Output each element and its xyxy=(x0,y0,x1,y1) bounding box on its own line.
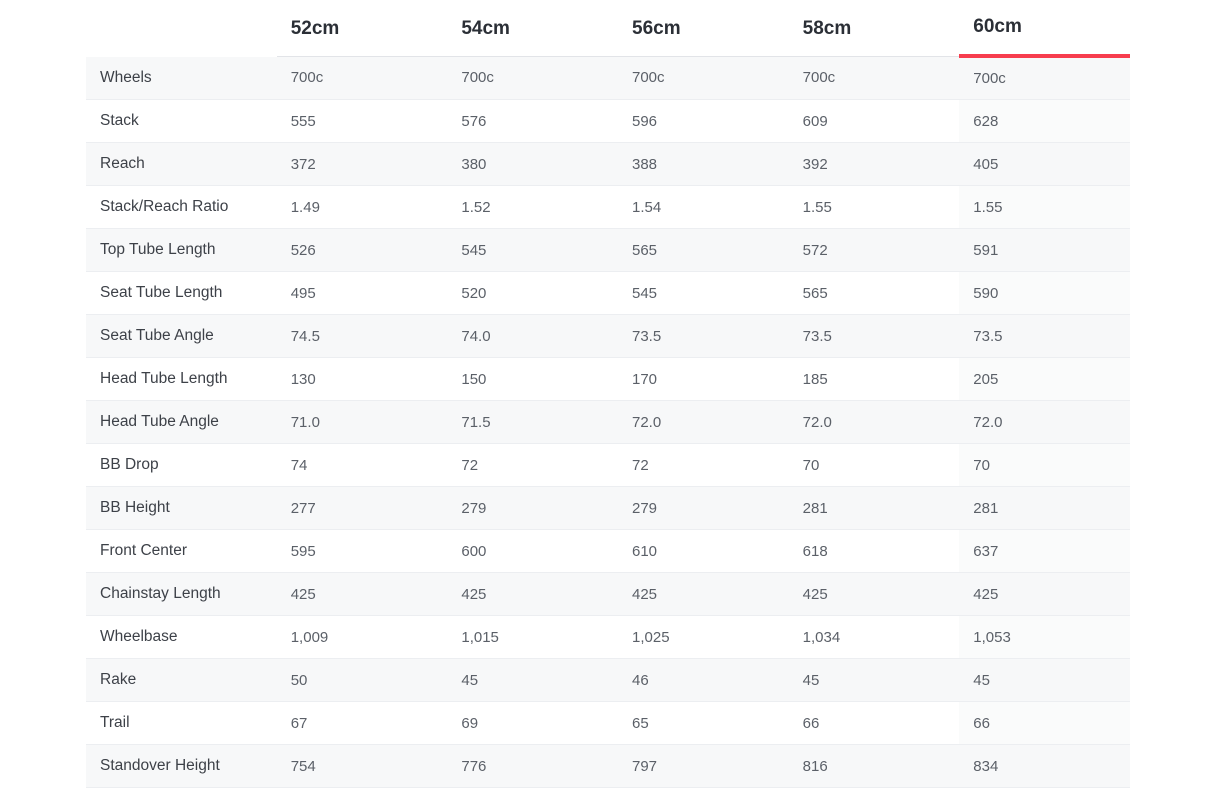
cell-60cm: 425 xyxy=(959,573,1130,616)
column-header-56cm[interactable]: 56cm xyxy=(618,0,789,56)
table-row xyxy=(86,616,1130,659)
cell-58cm: 281 xyxy=(789,487,960,530)
cell-52cm: 754 xyxy=(277,745,448,788)
cell-54cm: 150 xyxy=(447,358,618,401)
cell-52cm: 425 xyxy=(277,573,448,616)
cell-58cm: 73.5 xyxy=(789,315,960,358)
cell-60cm: 45 xyxy=(959,659,1130,702)
cell-60cm: 590 xyxy=(959,272,1130,315)
cell-60cm: 205 xyxy=(959,358,1130,401)
cell-54cm: 279 xyxy=(447,487,618,530)
table-row xyxy=(86,487,1130,530)
cell-52cm: 130 xyxy=(277,358,448,401)
cell-58cm: 572 xyxy=(789,229,960,272)
cell-60cm: 66 xyxy=(959,702,1130,745)
cell-58cm: 185 xyxy=(789,358,960,401)
table-row xyxy=(86,745,1130,788)
table-row xyxy=(86,444,1130,487)
cell-54cm: 600 xyxy=(447,530,618,573)
cell-54cm: 72 xyxy=(447,444,618,487)
row-label: Seat Tube Length xyxy=(86,272,277,315)
cell-58cm: 700c xyxy=(789,56,960,100)
cell-58cm: 1.55 xyxy=(789,186,960,229)
cell-58cm: 609 xyxy=(789,100,960,143)
table-row xyxy=(86,143,1130,186)
cell-52cm: 74 xyxy=(277,444,448,487)
table-corner-cell xyxy=(86,0,277,56)
cell-54cm: 425 xyxy=(447,573,618,616)
cell-52cm: 700c xyxy=(277,56,448,100)
cell-52cm: 71.0 xyxy=(277,401,448,444)
cell-58cm: 70 xyxy=(789,444,960,487)
row-label: Stack/Reach Ratio xyxy=(86,186,277,229)
cell-52cm: 67 xyxy=(277,702,448,745)
cell-56cm: 388 xyxy=(618,143,789,186)
cell-60cm: 628 xyxy=(959,100,1130,143)
cell-54cm: 520 xyxy=(447,272,618,315)
cell-56cm: 72 xyxy=(618,444,789,487)
cell-60cm: 1.55 xyxy=(959,186,1130,229)
cell-54cm: 545 xyxy=(447,229,618,272)
cell-60cm: 700c xyxy=(959,56,1130,100)
cell-60cm: 281 xyxy=(959,487,1130,530)
cell-56cm: 425 xyxy=(618,573,789,616)
cell-54cm: 1,015 xyxy=(447,616,618,659)
cell-52cm: 495 xyxy=(277,272,448,315)
cell-58cm: 1,034 xyxy=(789,616,960,659)
column-header-60cm[interactable]: 60cm xyxy=(959,0,1130,56)
cell-56cm: 279 xyxy=(618,487,789,530)
cell-54cm: 74.0 xyxy=(447,315,618,358)
cell-54cm: 776 xyxy=(447,745,618,788)
cell-52cm: 1,009 xyxy=(277,616,448,659)
cell-54cm: 576 xyxy=(447,100,618,143)
cell-54cm: 45 xyxy=(447,659,618,702)
cell-56cm: 610 xyxy=(618,530,789,573)
cell-58cm: 425 xyxy=(789,573,960,616)
cell-52cm: 526 xyxy=(277,229,448,272)
row-label: Stack xyxy=(86,100,277,143)
table-row xyxy=(86,56,1130,100)
cell-54cm: 700c xyxy=(447,56,618,100)
table-row xyxy=(86,186,1130,229)
row-label: Top Tube Length xyxy=(86,229,277,272)
cell-56cm: 65 xyxy=(618,702,789,745)
table-row xyxy=(86,401,1130,444)
row-label: Standover Height xyxy=(86,745,277,788)
cell-60cm: 637 xyxy=(959,530,1130,573)
cell-58cm: 618 xyxy=(789,530,960,573)
table-body xyxy=(86,56,1130,788)
table-row xyxy=(86,272,1130,315)
cell-56cm: 72.0 xyxy=(618,401,789,444)
row-label: BB Height xyxy=(86,487,277,530)
cell-52cm: 1.49 xyxy=(277,186,448,229)
table-row xyxy=(86,530,1130,573)
table-row xyxy=(86,573,1130,616)
cell-56cm: 596 xyxy=(618,100,789,143)
cell-56cm: 73.5 xyxy=(618,315,789,358)
cell-56cm: 545 xyxy=(618,272,789,315)
cell-56cm: 170 xyxy=(618,358,789,401)
cell-52cm: 50 xyxy=(277,659,448,702)
cell-56cm: 1.54 xyxy=(618,186,789,229)
table-header xyxy=(86,0,1130,56)
cell-56cm: 1,025 xyxy=(618,616,789,659)
cell-58cm: 565 xyxy=(789,272,960,315)
cell-52cm: 555 xyxy=(277,100,448,143)
cell-52cm: 595 xyxy=(277,530,448,573)
cell-56cm: 46 xyxy=(618,659,789,702)
cell-58cm: 45 xyxy=(789,659,960,702)
header-row xyxy=(86,0,1130,56)
row-label: Rake xyxy=(86,659,277,702)
table-row xyxy=(86,229,1130,272)
geometry-table xyxy=(86,0,1130,788)
cell-60cm: 1,053 xyxy=(959,616,1130,659)
cell-60cm: 591 xyxy=(959,229,1130,272)
cell-52cm: 277 xyxy=(277,487,448,530)
cell-58cm: 66 xyxy=(789,702,960,745)
column-header-58cm[interactable]: 58cm xyxy=(789,0,960,56)
column-header-52cm[interactable]: 52cm xyxy=(277,0,448,56)
column-header-54cm[interactable]: 54cm xyxy=(447,0,618,56)
row-label: Trail xyxy=(86,702,277,745)
cell-54cm: 69 xyxy=(447,702,618,745)
cell-60cm: 834 xyxy=(959,745,1130,788)
row-label: Front Center xyxy=(86,530,277,573)
table-row xyxy=(86,702,1130,745)
row-label: Wheelbase xyxy=(86,616,277,659)
row-label: Head Tube Angle xyxy=(86,401,277,444)
cell-60cm: 73.5 xyxy=(959,315,1130,358)
table-row xyxy=(86,358,1130,401)
row-label: Reach xyxy=(86,143,277,186)
cell-52cm: 372 xyxy=(277,143,448,186)
cell-54cm: 71.5 xyxy=(447,401,618,444)
row-label: BB Drop xyxy=(86,444,277,487)
row-label: Seat Tube Angle xyxy=(86,315,277,358)
cell-58cm: 72.0 xyxy=(789,401,960,444)
cell-54cm: 1.52 xyxy=(447,186,618,229)
cell-52cm: 74.5 xyxy=(277,315,448,358)
cell-60cm: 70 xyxy=(959,444,1130,487)
table-row xyxy=(86,100,1130,143)
cell-58cm: 816 xyxy=(789,745,960,788)
cell-60cm: 72.0 xyxy=(959,401,1130,444)
cell-56cm: 797 xyxy=(618,745,789,788)
table-row xyxy=(86,315,1130,358)
cell-58cm: 392 xyxy=(789,143,960,186)
row-label: Wheels xyxy=(86,56,277,100)
table-row xyxy=(86,659,1130,702)
row-label: Chainstay Length xyxy=(86,573,277,616)
cell-54cm: 380 xyxy=(447,143,618,186)
cell-56cm: 700c xyxy=(618,56,789,100)
cell-60cm: 405 xyxy=(959,143,1130,186)
cell-56cm: 565 xyxy=(618,229,789,272)
row-label: Head Tube Length xyxy=(86,358,277,401)
